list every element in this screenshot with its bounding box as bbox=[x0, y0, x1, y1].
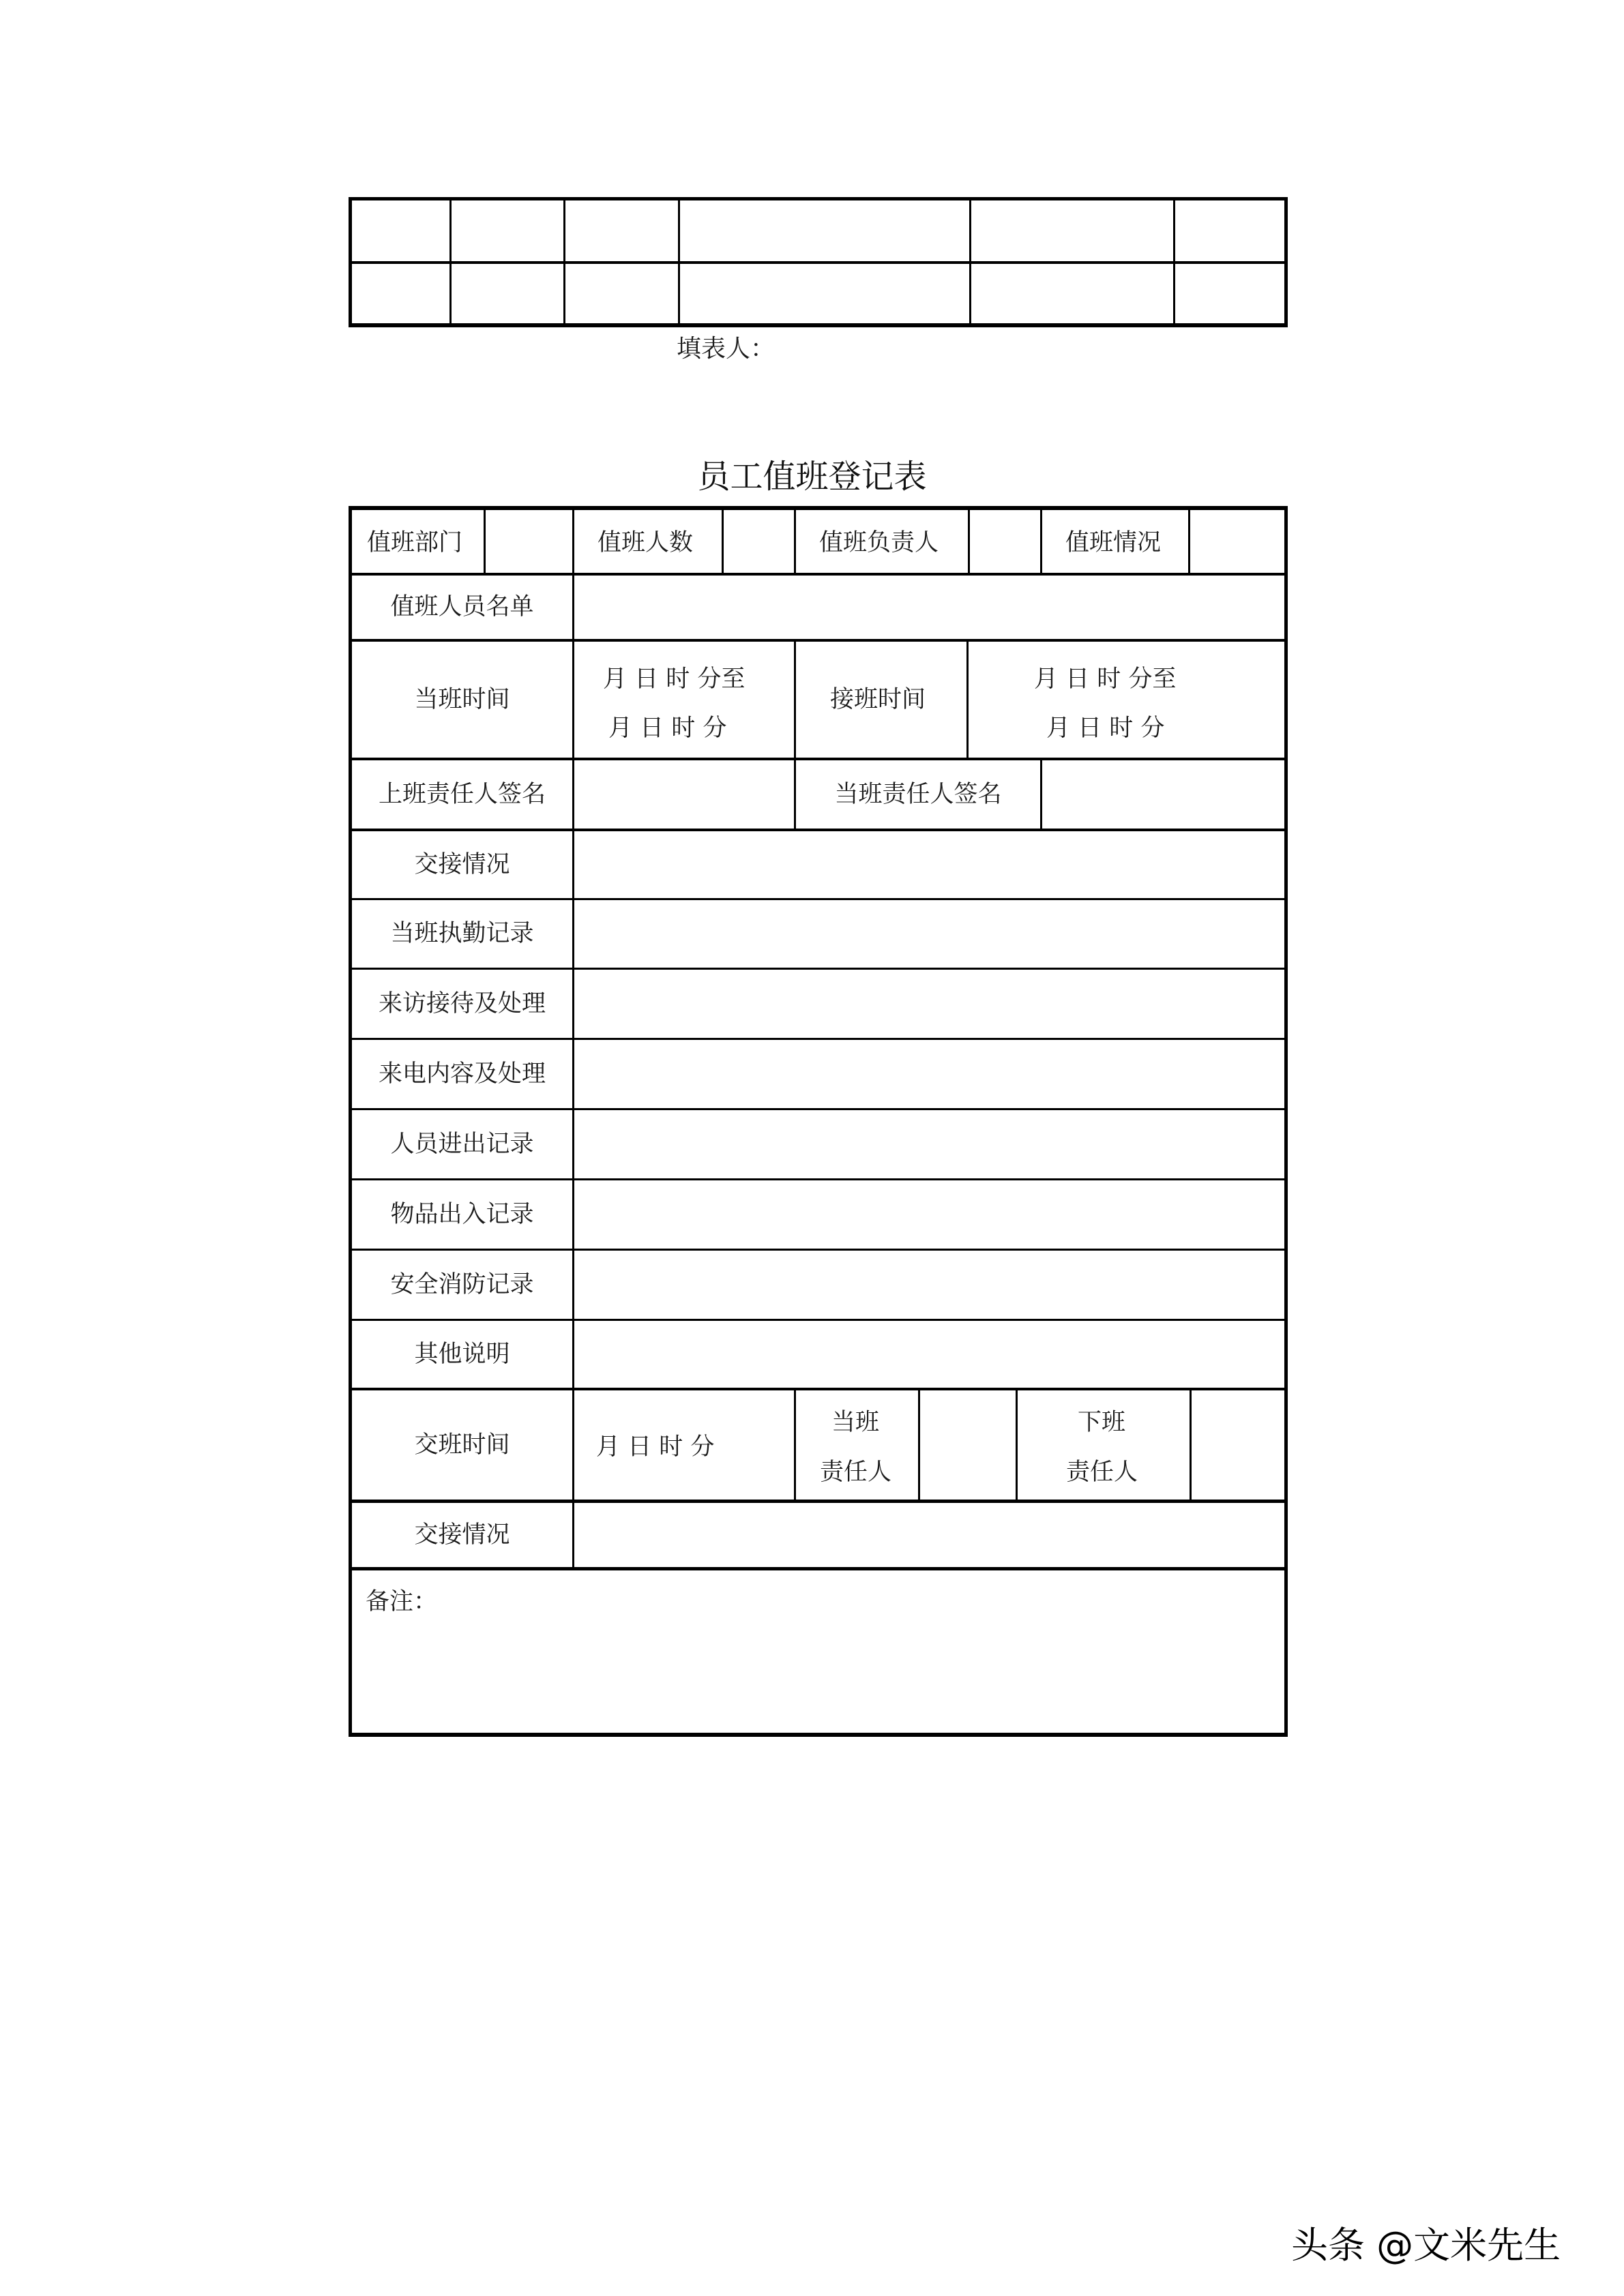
watermark: 头条 @文米先生 bbox=[1291, 2224, 1561, 2267]
goods-access-label: 物品出入记录 bbox=[390, 1200, 534, 1228]
staff-list-label: 值班人员名单 bbox=[390, 593, 534, 621]
shift-time-label: 当班时间 bbox=[414, 685, 510, 713]
top-table-col-divider bbox=[678, 197, 680, 327]
top-table-col-divider bbox=[969, 197, 971, 327]
other-notes-field[interactable] bbox=[574, 1321, 1284, 1388]
current-responsible-field[interactable] bbox=[920, 1390, 1016, 1500]
top-table-border-bottom bbox=[349, 323, 1288, 327]
handover-time-label: 交班时间 bbox=[414, 1431, 510, 1459]
handover-condition-label: 交接情况 bbox=[414, 1521, 510, 1549]
shift-time-line1: 月 日 时 分至 bbox=[603, 666, 745, 693]
handover-time-field[interactable] bbox=[574, 1390, 794, 1500]
duty-status-label: 值班情况 bbox=[1065, 529, 1162, 556]
col-line bbox=[572, 508, 574, 574]
form-title: 员工值班登记表 bbox=[697, 458, 927, 496]
takeover-time-line1: 月 日 时 分至 bbox=[1034, 666, 1177, 693]
top-table-col-divider bbox=[449, 197, 452, 327]
table-border-bottom bbox=[349, 1733, 1288, 1737]
staff-list-field[interactable] bbox=[574, 576, 1284, 639]
remarks-field[interactable] bbox=[352, 1570, 1284, 1733]
remarks-label: 备注： bbox=[366, 1588, 438, 1615]
shift-time-field[interactable] bbox=[574, 642, 794, 758]
top-table-border-top bbox=[349, 197, 1288, 200]
call-handling-label: 来电内容及处理 bbox=[378, 1060, 546, 1088]
visitor-handling-label: 来访接待及处理 bbox=[378, 989, 546, 1017]
top-table-row-divider bbox=[349, 261, 1288, 264]
takeover-time-field[interactable] bbox=[969, 642, 1284, 758]
current-responsible-label bbox=[796, 1390, 918, 1500]
personnel-access-label: 人员进出记录 bbox=[390, 1130, 534, 1158]
next-responsible-field[interactable] bbox=[1192, 1390, 1284, 1500]
next-responsible-line1: 下班 bbox=[1078, 1409, 1126, 1436]
prev-shift-signature-field[interactable] bbox=[574, 760, 794, 829]
duty-dept-field[interactable] bbox=[486, 508, 572, 573]
prev-shift-signature-label: 上班责任人签名 bbox=[378, 780, 546, 808]
table-border-right bbox=[1284, 506, 1288, 1737]
current-shift-signature-field[interactable] bbox=[1042, 760, 1284, 829]
other-notes-label: 其他说明 bbox=[414, 1340, 510, 1368]
fire-safety-field[interactable] bbox=[574, 1251, 1284, 1319]
current-responsible-line2: 责任人 bbox=[820, 1459, 892, 1486]
col-line bbox=[1040, 508, 1042, 574]
top-table-border-left bbox=[349, 197, 352, 327]
duty-count-label: 值班人数 bbox=[597, 529, 694, 556]
filled-by-label: 填表人： bbox=[677, 335, 776, 363]
duty-leader-field[interactable] bbox=[970, 508, 1040, 573]
handover-time-value: 月 日 时 分 bbox=[596, 1433, 715, 1461]
duty-dept-label: 值班部门 bbox=[367, 529, 463, 556]
top-table-col-divider bbox=[563, 197, 565, 327]
top-table-col-divider bbox=[1173, 197, 1175, 327]
takeover-time-label: 接班时间 bbox=[830, 685, 926, 713]
takeover-time-line2: 月 日 时 分 bbox=[1046, 715, 1165, 742]
duty-log-field[interactable] bbox=[574, 900, 1284, 968]
current-shift-signature-label: 当班责任人签名 bbox=[834, 780, 1002, 808]
shift-time-line2: 月 日 时 分 bbox=[608, 715, 727, 742]
duty-leader-label: 值班负责人 bbox=[819, 529, 939, 556]
next-responsible-label bbox=[1018, 1390, 1190, 1500]
top-table-border-right bbox=[1284, 197, 1288, 327]
handover-status-field[interactable] bbox=[574, 831, 1284, 898]
col-line bbox=[794, 508, 796, 574]
personnel-access-field[interactable] bbox=[574, 1110, 1284, 1178]
duty-status-field[interactable] bbox=[1190, 508, 1284, 573]
visitor-handling-field[interactable] bbox=[574, 970, 1284, 1038]
handover-condition-field[interactable] bbox=[574, 1503, 1284, 1567]
duty-count-field[interactable] bbox=[724, 508, 794, 573]
next-responsible-line2: 责任人 bbox=[1066, 1459, 1138, 1486]
call-handling-field[interactable] bbox=[574, 1040, 1284, 1108]
fire-safety-label: 安全消防记录 bbox=[390, 1270, 534, 1298]
handover-status-label: 交接情况 bbox=[414, 850, 510, 878]
current-responsible-line1: 当班 bbox=[831, 1409, 880, 1436]
goods-access-field[interactable] bbox=[574, 1180, 1284, 1249]
duty-log-label: 当班执勤记录 bbox=[390, 920, 534, 948]
